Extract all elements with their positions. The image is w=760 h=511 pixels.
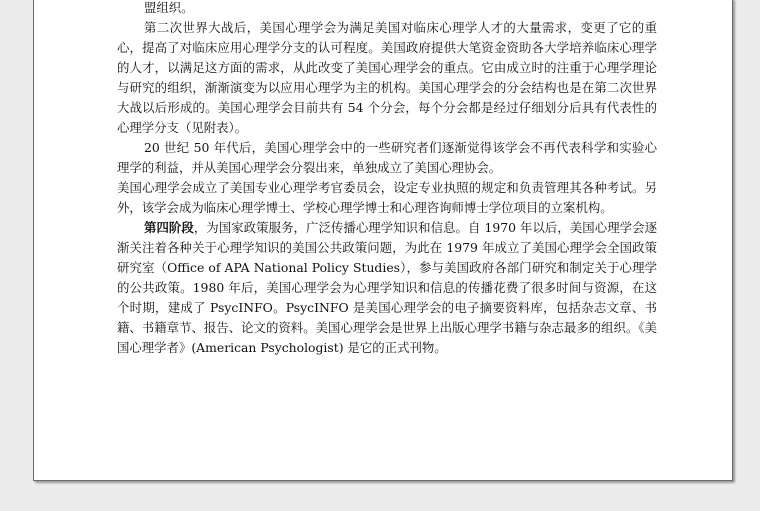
paragraph-stage-four	[117, 218, 657, 358]
page-text-block	[117, 0, 657, 358]
paragraph-post-wwii: 第二次世界大战后，美国心理学会为满足美国对临床心理学人才的大量需求，变更了它的重心，提高了对临床应用心理学分支的认可程度。美国政府提供大笔资金资助各大学培养临床心理学的人才，以满足这方面的需求，从此改变了美国心理学会的重点。它由成立时的注重于心理学理论与研究的组织，渐渐演变为以应用心理学为主的机构。美国心理学会的分会结构也是在第二次世界大战以后形成的。美国心理学会目前共有 54 个分会，每个分会都是经过仔细划分后具有代表性的心理学分支（见附表）。	[117, 20, 657, 135]
paragraph-1950s: 20 世纪 50 年代后，美国心理学会中的一些研究者们逐渐觉得该学会不再代表科学和实验心理学的利益，并从美国心理学会分裂出来，单独成立了美国心理协会。	[117, 140, 657, 175]
document-page	[33, 0, 733, 481]
paragraph-continuation: 盟组织。	[144, 0, 194, 15]
paragraph-exam-board: 美国心理学会成立了美国专业心理学考官委员会，设定专业执照的规定和负责管理其各种考试。另外，该学会成为临床心理学博士、学校心理学博士和心理咨询师博士学位项目的立案机构。	[117, 180, 657, 215]
stage-four-text: ，为国家政策服务，广泛传播心理学知识和信息。自 1970 年以后，美国心理学会逐渐关注着各种关于心理学知识的美国公共政策问题，为此在 1979 年成立了美国心理学会全国政策研究室（Office of APA National Policy Studies），参与美国政府各部门研究和制定关于心理学的公共政策。1980 年后，美国心理学会为心理学知识和信息的传播花费了很多时间与资源，在这个时期，建成了 PsycINFO。PsycINFO 是美国心理学会的电子摘要资料库，包括杂志文章、书籍、书籍章节、报告、论文的资料。美国心理学会是世界上出版心理学书籍与杂志最多的组织。《美国心理学者》(American Psychologist) 是它的正式刊物。	[117, 220, 657, 355]
stage-four-heading: 第四阶段	[144, 220, 194, 235]
